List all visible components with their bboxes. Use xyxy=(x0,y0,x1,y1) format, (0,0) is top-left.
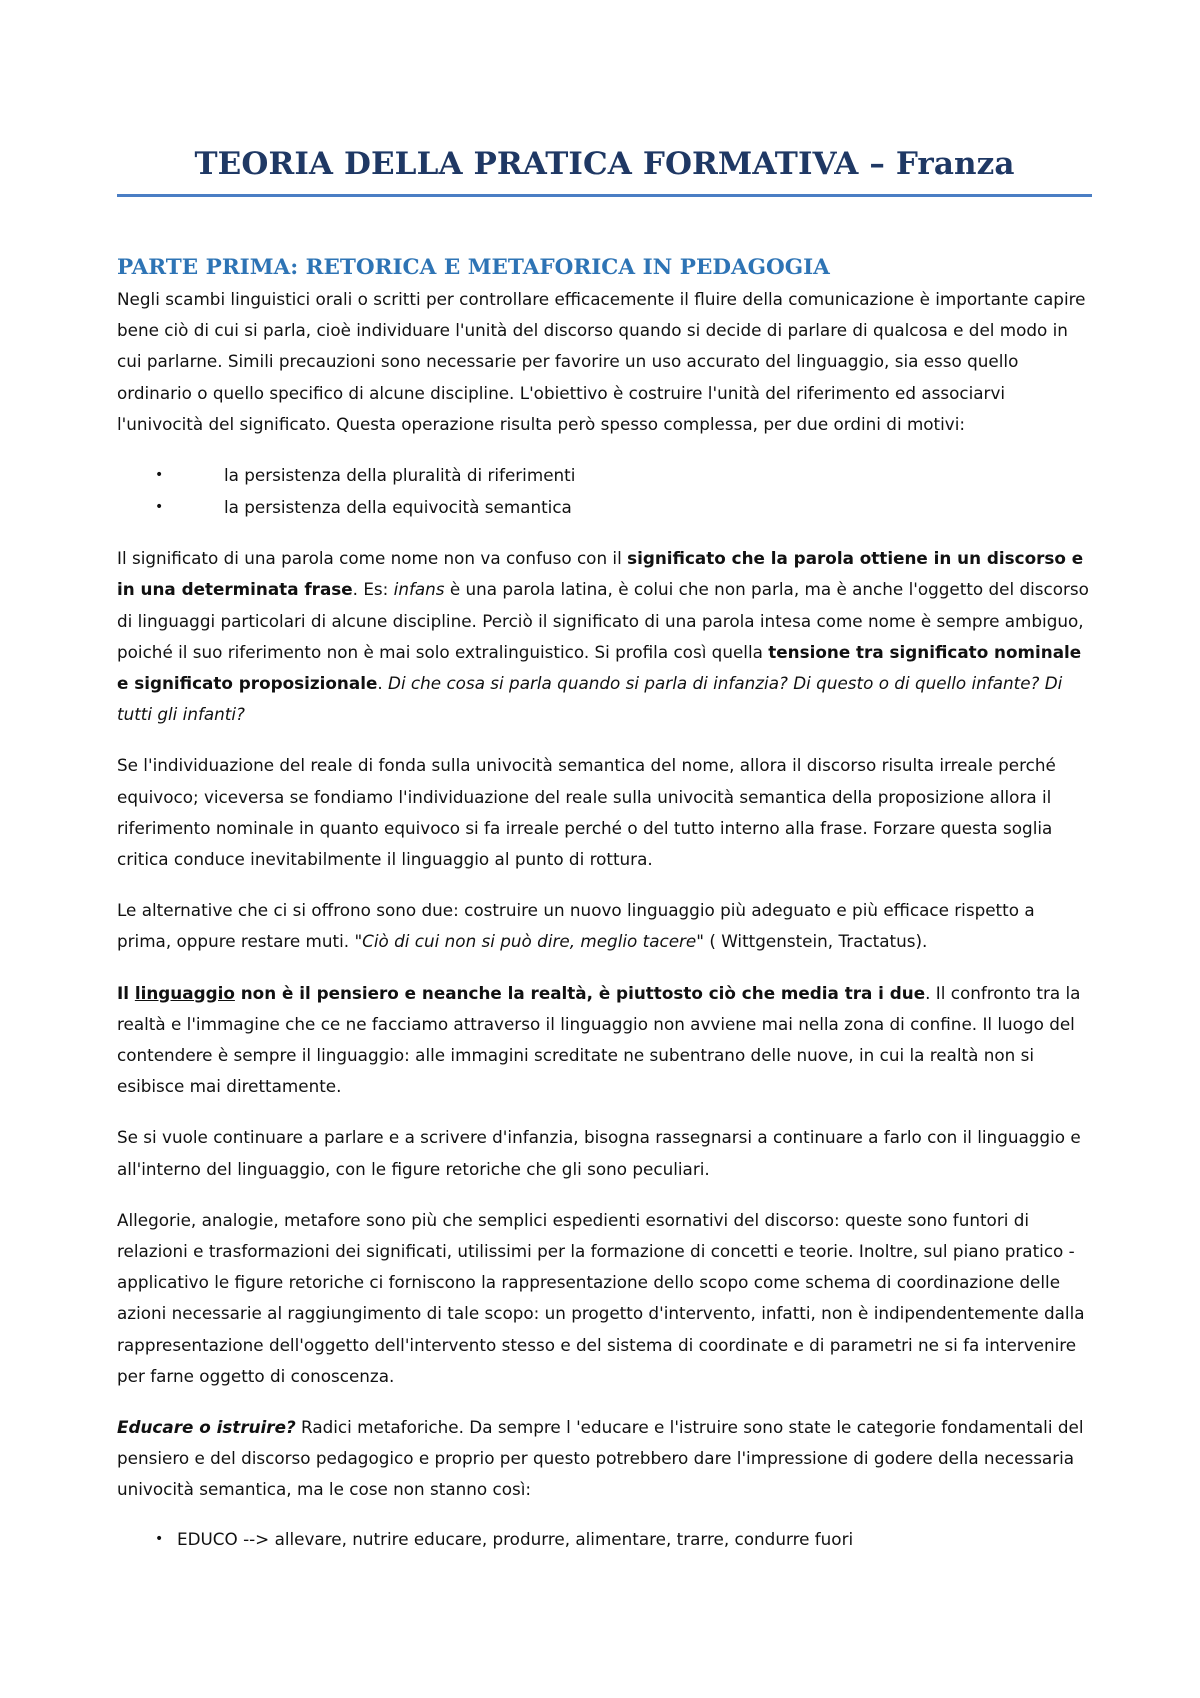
paragraph-figure-retoriche: Allegorie, analogie, metafore sono più che semplici espedienti esornativi del discorso: queste sono funtori di relazioni e trasformazioni dei significati, utilissimi per la formazione di concetti e teorie. Inoltre, sul piano pratico - applicativo le figure retoriche ci forniscono la rappresentazione dello scopo come schema di coordinazione delle azioni necessarie al raggiungimento di tale scopo: un progetto d'intervento, infatti, non è indipendentemente dalla rappresentazione dell'oggetto dell'intervento stesso e del sistema di coordinate e di parametri ne si fa intervenire per farne oggetto di conoscenza. xyxy=(117,1209,1085,1386)
section-heading: PARTE PRIMA: RETORICA E METAFORICA IN PEDAGOGIA xyxy=(117,255,830,280)
paragraph-educare-istruire: Educare o istruire? Radici metaforiche. Da sempre l 'educare e l'istruire sono state le categorie fondamentali del pensiero e del discorso pedagogico e proprio per questo potrebbero dare l'impressione di godere della necessaria univocità semantica, ma le cose non stanno così: xyxy=(117,1417,1084,1500)
paragraph-linguaggio: Il linguaggio non è il pensiero e neanche la realtà, è piuttosto ciò che media tra i due. Il confronto tra la realtà e l'immagine che ce ne facciamo attraverso il linguaggio non avviene mai nella zona di confine. Il luogo del contendere è sempre il linguaggio: alle immagini screditate ne subentrano delle nuove, in cui la realtà non si esibisce mai direttamente. xyxy=(117,982,1081,1097)
list-item: • la persistenza della pluralità di riferimenti xyxy=(117,460,1092,492)
paragraph-individuazione: Se l'individuazione del reale di fonda sulla univocità semantica del nome, allora il discorso risulta irreale perché equivoco; viceversa se fondiamo l'individuazione del reale sulla univocità semantica della proposizione allora il riferimento nominale in quanto equivoco si fa irreale perché o del tutto interno alla frase. Forzare questa soglia critica conduce inevitabilmente il linguaggio al punto di rottura. xyxy=(117,755,1056,870)
bullet-icon: • xyxy=(155,498,164,515)
paragraph-significato: Il significato di una parola come nome non va confuso con il significato che la parola ottiene in un discorso e in una determinata frase. Es: infans è una parola latina, è colui che non parla, ma è anche l'oggetto del discorso di linguaggi particolari di alcune discipline. Perciò il significato di una parola intesa come nome è sempre ambiguo, poiché il suo riferimento non è mai solo extralinguistico. Si profila così quella tensione tra significato nominale e significato proposizionale. Di che cosa si parla quando si parla di infanzia? Di questo o di quello infante? Di tutti gli infanti? xyxy=(117,548,1089,725)
bullet-icon: • xyxy=(155,1530,164,1547)
title-underline-rule xyxy=(117,194,1092,197)
paragraph-intro: Negli scambi linguistici orali o scritti per controllare efficacemente il fluire della comunicazione è importante capire bene ciò di cui si parla, cioè individuare l'unità del discorso quando si decide di parlare di qualcosa e del modo in cui parlarne. Simili precauzioni sono necessarie per favorire un uso accurato del linguaggio, sia esso quello ordinario o quello specifico di alcune discipline. L'obiettivo è costruire l'unità del riferimento ed associarvi l'univocità del significato. Questa operazione risulta però spesso complessa, per due ordini di motivi: xyxy=(117,289,1086,434)
bullet-icon: • xyxy=(155,467,164,484)
list-item: • EDUCO --> allevare, nutrire educare, produrre, alimentare, trarre, condurre fuori xyxy=(117,1524,1092,1556)
paragraph-alternative: Le alternative che ci si offrono sono due: costruire un nuovo linguaggio più adeguato e più efficace rispetto a prima, oppure restare muti. "Ciò di cui non si può dire, meglio tacere" ( Wittgenstein, Tractatus). xyxy=(117,900,1035,952)
reasons-list xyxy=(117,460,1092,523)
paragraph-infanzia: Se si vuole continuare a parlare e a scrivere d'infanzia, bisogna rassegnarsi a continuare a farlo con il linguaggio e all'interno del linguaggio, con le figure retoriche che gli sono peculiari. xyxy=(117,1127,1081,1179)
etymology-list xyxy=(117,1524,1092,1556)
document-page xyxy=(117,0,1092,1555)
list-item: • la persistenza della equivocità semantica xyxy=(117,492,1092,524)
document-title: TEORIA DELLA PRATICA FORMATIVA – Franza xyxy=(194,146,1015,182)
